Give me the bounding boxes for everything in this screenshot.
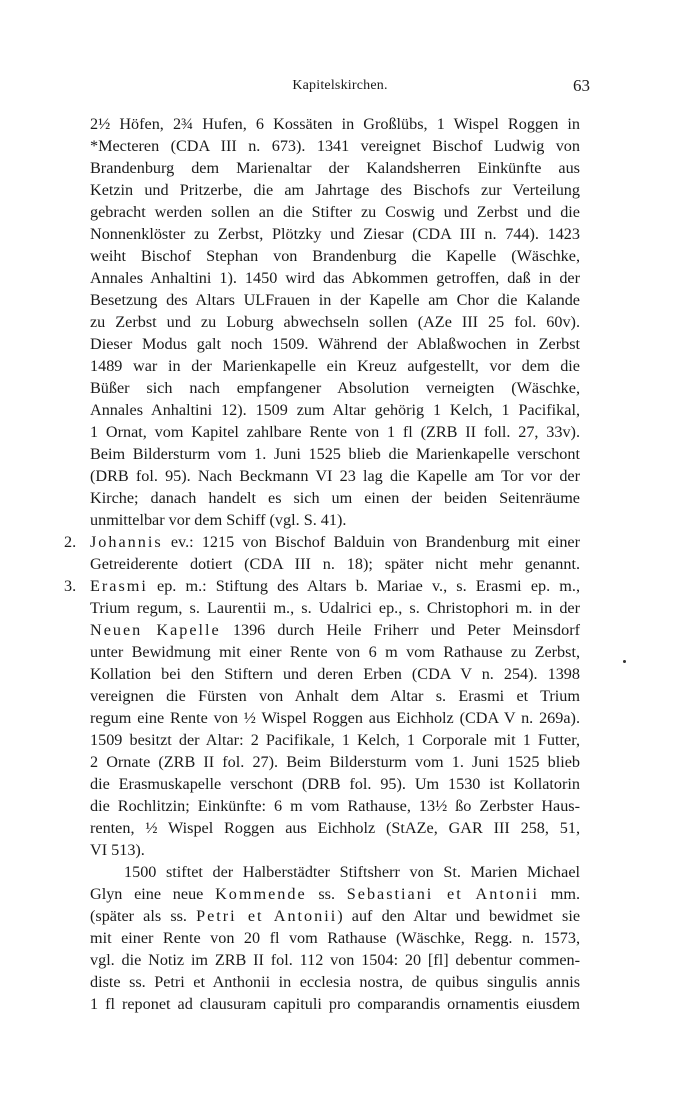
- text-line: gebracht werden sollen an die Stifter zu Coswig und Zerbst und die: [90, 203, 580, 221]
- text-line: Büßer sich nach empfangener Absolution verneigten (Wäschke,: [90, 379, 580, 397]
- text-run: 1396 durch Heile Friherr und Peter Meinsdorf: [220, 621, 580, 639]
- text-line: 1 fl reponet ad clausuram capituli pro comparandis ornamentis eiusdem: [90, 995, 580, 1013]
- text-line: vereignen die Fürsten von Anhalt dem Altar s. Erasmi et Trium: [90, 687, 580, 705]
- page-header: [90, 72, 590, 98]
- text-line: 2½ Höfen, 2¾ Hufen, 6 Kossäten in Großlübs, 1 Wispel Roggen in: [90, 115, 580, 133]
- text-line: Annales Anhaltini 1). 1450 wird das Abkommen getroffen, daß in der: [90, 269, 580, 287]
- text-run: ss.: [306, 885, 347, 903]
- text-line: 1489 war in der Marienkapelle ein Kreuz aufgestellt, vor dem die: [90, 357, 580, 375]
- text-line: die Rochlitzin; Einkünfte: 6 m vom Rathause, 13½ ßo Zerbster Haus-: [90, 797, 580, 815]
- text-line: Getreiderente dotiert (CDA III n. 18); später nicht mehr genannt.: [90, 555, 580, 573]
- text-line: 2 Ornate (ZRB II fol. 27). Beim Bildersturm vom 1. Juni 1525 blieb: [90, 753, 580, 771]
- text-line: [90, 619, 580, 641]
- text-line: Nonnenklöster zu Zerbst, Plötzky und Ziesar (CDA III n. 744). 1423: [90, 225, 580, 243]
- text-line: unmittelbar vor dem Schiff (vgl. S. 41).: [90, 511, 347, 529]
- text-run: mm.: [539, 885, 580, 903]
- text-line: 1 Ornat, vom Kapitel zahlbare Rente von 1 fl (ZRB II foll. 27, 33v).: [90, 423, 580, 441]
- text-line: Trium regum, s. Laurentii m., s. Udalrici ep., s. Christophori m. in der: [90, 599, 580, 617]
- text-line: mit einer Rente von 20 fl vom Rathause (Wäschke, Regg. n. 1573,: [90, 929, 580, 947]
- text-line: die Erasmuskapelle verschont (DRB fol. 95). Um 1530 ist Kollatorin: [90, 775, 580, 793]
- text-line: Brandenburg dem Marienaltar der Kalandsherren Einkünfte aus: [90, 159, 580, 177]
- text-run: (später als ss.: [90, 907, 197, 925]
- text-line: vgl. die Notiz im ZRB II fol. 112 von 1504: 20 [fl] debentur commen-: [90, 951, 580, 969]
- text-run: Glyn eine neue: [90, 885, 216, 903]
- text-line: Beim Bildersturm vom 1. Juni 1525 blieb die Marienkapelle verschont: [90, 445, 580, 463]
- text-line: Kollation bei den Stiftern und deren Erben (CDA V n. 254). 1398: [90, 665, 580, 683]
- text-line: Kirche; danach handelt es sich um einen der beiden Seitenräume: [90, 489, 580, 507]
- text-line: diste ss. Petri et Anthonii in ecclesia nostra, de quibus singulis annis: [90, 973, 580, 991]
- running-head: Kapitelskirchen.: [292, 78, 388, 93]
- text-line: [90, 905, 580, 927]
- text-line: [90, 575, 580, 597]
- text-line: [90, 531, 580, 553]
- spaced-name: Erasmi: [90, 577, 148, 595]
- text-line: Besetzung des Altars ULFrauen in der Kapelle am Chor die Kalande: [90, 291, 580, 309]
- text-run: ) auf den Altar und bewidmet sie: [337, 907, 580, 925]
- spaced-name: Kommende: [215, 885, 307, 903]
- spaced-name: Sebastiani et Antonii: [346, 885, 540, 903]
- text-line: Dieser Modus galt noch 1509. Während der Ablaßwochen in Zerbst: [90, 335, 580, 353]
- spaced-name: Neuen Kapelle: [90, 621, 221, 639]
- text-line: regum eine Rente von ½ Wispel Roggen aus Eichholz (CDA V n. 269a).: [90, 709, 580, 727]
- text-run: ev.: 1215 von Bischof Balduin von Brandenburg mit einer: [162, 533, 580, 551]
- text-line: 1500 stiftet der Halberstädter Stiftsherr von St. Marien Michael: [124, 863, 580, 881]
- margin-speck: [623, 660, 626, 663]
- text-line: 1509 besitzt der Altar: 2 Pacifikale, 1 Kelch, 1 Corporale mit 1 Futter,: [90, 731, 580, 749]
- text-line: weiht Bischof Stephan von Brandenburg die Kapelle (Wäschke,: [90, 247, 580, 265]
- text-line: [90, 883, 580, 905]
- spaced-name: Petri et Antonii: [196, 907, 338, 925]
- text-line: renten, ½ Wispel Roggen aus Eichholz (StAZe, GAR III 258, 51,: [90, 819, 580, 837]
- page-number: 63: [573, 76, 590, 95]
- text-line: VI 513).: [90, 841, 145, 859]
- item-number: 2.: [64, 533, 77, 551]
- item-number: 3.: [64, 577, 77, 595]
- text-line: Annales Anhaltini 12). 1509 zum Altar gehörig 1 Kelch, 1 Pacifikal,: [90, 401, 580, 419]
- text-line: zu Zerbst und zu Loburg abwechseln sollen (AZe III 25 fol. 60v).: [90, 313, 580, 331]
- text-line: Ketzin und Pritzerbe, die am Jahrtage des Bischofs zur Verteilung: [90, 181, 580, 199]
- text-line: *Mecteren (CDA III n. 673). 1341 vereignet Bischof Ludwig von: [90, 137, 580, 155]
- text-run: ep. m.: Stiftung des Altars b. Mariae v., s. Erasmi ep. m.,: [147, 577, 580, 595]
- spaced-name: Johannis: [90, 533, 163, 551]
- text-line: unter Bewidmung mit einer Rente von 6 m vom Rathause zu Zerbst,: [90, 643, 580, 661]
- text-line: (DRB fol. 95). Nach Beckmann VI 23 lag die Kapelle am Tor vor der: [90, 467, 580, 485]
